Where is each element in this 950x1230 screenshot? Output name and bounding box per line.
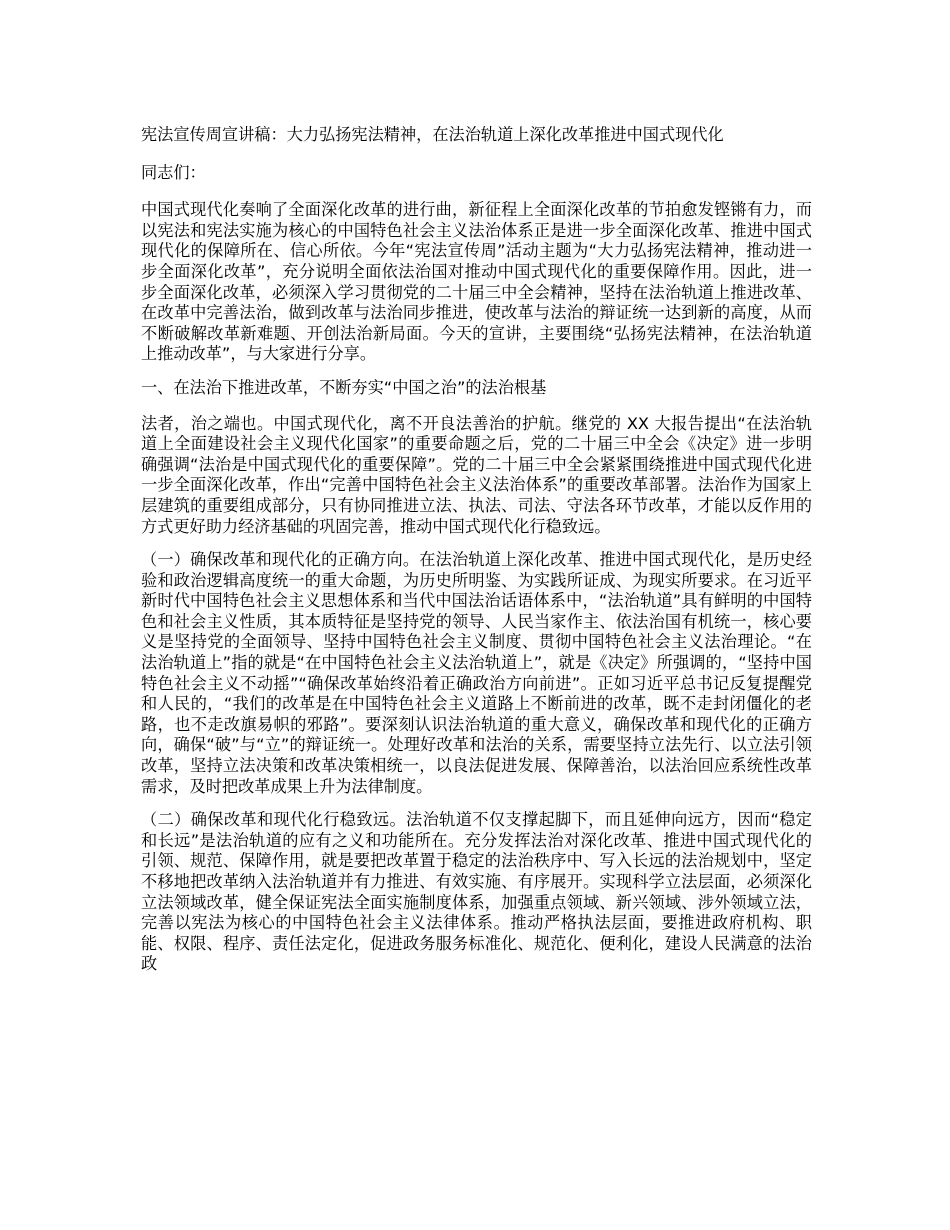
document-page <box>141 125 812 988</box>
document-title: 宪法宣传周宣讲稿：大力弘扬宪法精神，在法治轨道上深化改革推进中国式现代化 <box>141 125 724 144</box>
subsection-2-paragraph: （二）确保改革和现代化行稳致远。法治轨道不仅支撑起脚下，而且延伸向远方，因而“稳定和长远”是法治轨道的应有之义和功能所在。充分发挥法治对深化改革、推进中国式现代化的引领、规范、保障作用，就是要把改革置于稳定的法治秩序中、写入长远的法治规划中，坚定不移地把改革纳入法治轨道并有力推进、有效实施、有序展开。实现科学立法层面，必须深化立法领域改革，健全保证宪法全面实施制度体系，加强重点领域、新兴领域、涉外领域立法，完善以宪法为核心的中国特色社会主义法律体系。推动严格执法层面，要推进政府机构、职能、权限、程序、责任法定化，促进政务服务标准化、规范化、便利化，建设人民满意的法治政 <box>141 810 812 974</box>
section-heading-1: 一、在法治下推进改革，不断夯实“中国之治”的法治根基 <box>141 377 547 397</box>
section-1-paragraph: 法者，治之端也。中国式现代化，离不开良法善治的护航。继党的 XX 大报告提出“在法治轨道上全面建设社会主义现代化国家”的重要命题之后，党的二十届三中全会《决定》进一步明确强调“法治是中国式现代化的重要保障”。党的二十届三中全会紧紧围绕推进中国式现代化进一步全面深化改革，作出“完善中国特色社会主义法治体系”的重要改革部署。法治作为国家上层建筑的重要组成部分，只有协同推进立法、执法、司法、守法各环节改革，才能以反作用的方式更好助力经济基础的巩固完善，推动中国式现代化行稳致远。 <box>141 413 812 536</box>
greeting: 同志们： <box>141 162 206 182</box>
intro-paragraph: 中国式现代化奏响了全面深化改革的进行曲，新征程上全面深化改革的节拍愈发铿锵有力，而以宪法和宪法实施为核心的中国特色社会主义法治体系正是进一步全面深化改革、推进中国式现代化的保障所在、信心所依。今年“宪法宣传周”活动主题为“大力弘扬宪法精神，推动进一步全面深化改革”，充分说明全面依法治国对推动中国式现代化的重要保障作用。因此，进一步全面深化改革，必须深入学习贯彻党的二十届三中全会精神，坚持在法治轨道上推进改革、在改革中完善法治，做到改革与法治同步推进，使改革与法治的辩证统一达到新的高度，从而不断破解改革新难题、开创法治新局面。今天的宣讲，主要围绕“弘扬宪法精神，在法治轨道上推动改革”，与大家进行分享。 <box>141 200 812 364</box>
subsection-1-paragraph: （一）确保改革和现代化的正确方向。在法治轨道上深化改革、推进中国式现代化，是历史经验和政治逻辑高度统一的重大命题，为历史所明鉴、为实践所证成、为现实所要求。在习近平新时代中国特色社会主义思想体系和当代中国法治话语体系中，“法治轨道”具有鲜明的中国特色和社会主义性质，其本质特征是坚持党的领导、人民当家作主、依法治国有机统一，核心要义是坚持党的全面领导、坚持中国特色社会主义制度、贯彻中国特色社会主义法治理论。“在法治轨道上”指的就是“在中国特色社会主义法治轨道上”，就是《决定》所强调的，“坚持中国特色社会主义不动摇”“确保改革始终沿着正确政治方向前进”。正如习近平总书记反复提醒党和人民的，“我们的改革是在中国特色社会主义道路上不断前进的改革，既不走封闭僵化的老路，也不走改旗易帜的邪路”。要深刻认识法治轨道的重大意义，确保改革和现代化的正确方向，确保“破”与“立”的辩证统一。处理好改革和法治的关系，需要坚持立法先行、以立法引领改革，坚持立法决策和改革决策相统一，以良法促进发展、保障善治，以法治回应系统性改革需求，及时把改革成果上升为法律制度。 <box>141 550 812 796</box>
